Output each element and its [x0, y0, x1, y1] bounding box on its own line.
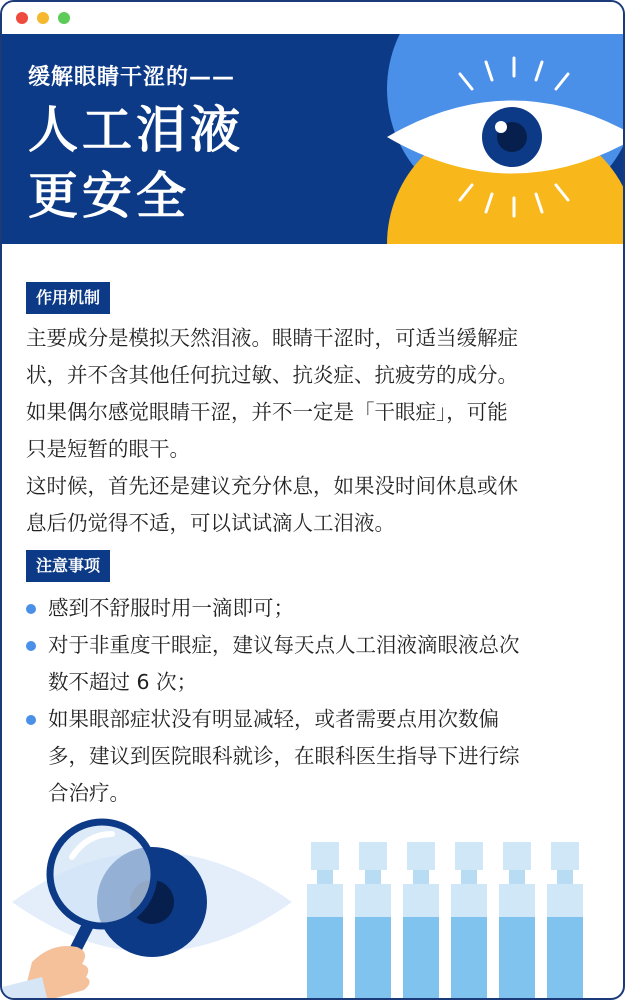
section-tag-notes: 注意事项	[26, 550, 110, 582]
illustration	[2, 812, 623, 1000]
vial	[451, 842, 487, 1000]
bullet-icon	[26, 604, 36, 614]
banner-title-line1: 人工泪液	[28, 101, 244, 159]
header-banner	[2, 34, 623, 244]
title-bar	[2, 2, 623, 34]
list-item-line: 多，建议到医院眼科就诊，在眼科医生指导下进行综	[48, 744, 520, 768]
mechanism-line: 状，并不含其他任何抗过敏、抗炎症、抗疲劳的成分。	[26, 363, 518, 387]
section-tag-mechanism: 作用机制	[26, 282, 110, 314]
list-item	[26, 590, 601, 627]
mechanism-line: 只是短暂的眼干。	[26, 437, 190, 461]
minimize-button[interactable]	[37, 12, 49, 24]
list-item-line: 合治疗。	[48, 781, 130, 805]
vial	[499, 842, 535, 1000]
eye-drop-vials-icon	[307, 842, 583, 1000]
banner-subtitle: 缓解眼睛干涩的——	[28, 65, 236, 90]
vial	[403, 842, 439, 1000]
vial	[307, 842, 343, 1000]
bullet-icon	[26, 715, 36, 725]
list-item	[26, 701, 601, 812]
mechanism-line: 这时候，首先还是建议充分休息，如果没时间休息或休	[26, 474, 518, 498]
vial	[547, 842, 583, 1000]
mechanism-line: 主要成分是模拟天然泪液。眼睛干涩时，可适当缓解症	[26, 326, 518, 350]
banner-title-line2: 更安全	[28, 167, 190, 225]
bullet-icon	[26, 641, 36, 651]
mechanism-line: 如果偶尔感觉眼睛干涩，并不一定是「干眼症」，可能	[26, 400, 508, 424]
maximize-button[interactable]	[58, 12, 70, 24]
close-button[interactable]	[16, 12, 28, 24]
notes-list	[26, 590, 601, 812]
list-item-line: 数不超过 6 次；	[48, 670, 198, 694]
list-item-line: 对于非重度干眼症，建议每天点人工泪液滴眼液总次	[48, 633, 520, 657]
vial	[355, 842, 391, 1000]
magnifier-icon	[2, 822, 154, 1000]
list-item	[26, 627, 601, 701]
list-item-line: 感到不舒服时用一滴即可；	[48, 596, 294, 620]
list-item-line: 如果眼部症状没有明显减轻，或者需要点用次数偏	[48, 707, 499, 731]
mechanism-line: 息后仍觉得不适，可以试试滴人工泪液。	[26, 511, 395, 535]
